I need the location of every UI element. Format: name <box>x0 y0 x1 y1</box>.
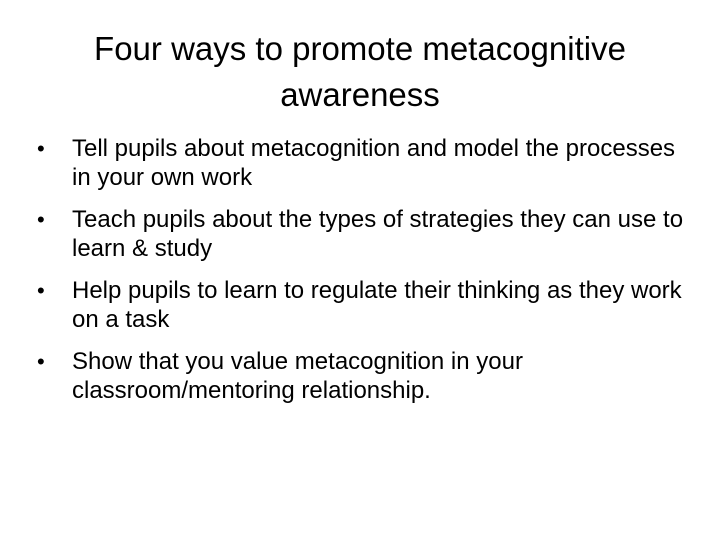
bullet-text: Teach pupils about the types of strategies they can use to learn & study <box>72 206 684 262</box>
list-item <box>36 347 684 405</box>
bullet-list <box>36 134 684 418</box>
bullet-icon: • <box>37 136 45 161</box>
list-item <box>36 205 684 263</box>
bullet-text: Help pupils to learn to regulate their thinking as they work on a task <box>72 277 682 333</box>
bullet-icon: • <box>37 207 45 232</box>
list-item <box>36 276 684 334</box>
slide-title: Four ways to promote metacognitive awareness <box>94 30 626 113</box>
bullet-text: Show that you value metacognition in your classroom/mentoring relationship. <box>72 348 523 404</box>
bullet-icon: • <box>37 349 45 374</box>
list-item <box>36 134 684 192</box>
bullet-text: Tell pupils about metacognition and model the processes in your own work <box>72 135 676 191</box>
bullet-icon: • <box>37 278 45 303</box>
